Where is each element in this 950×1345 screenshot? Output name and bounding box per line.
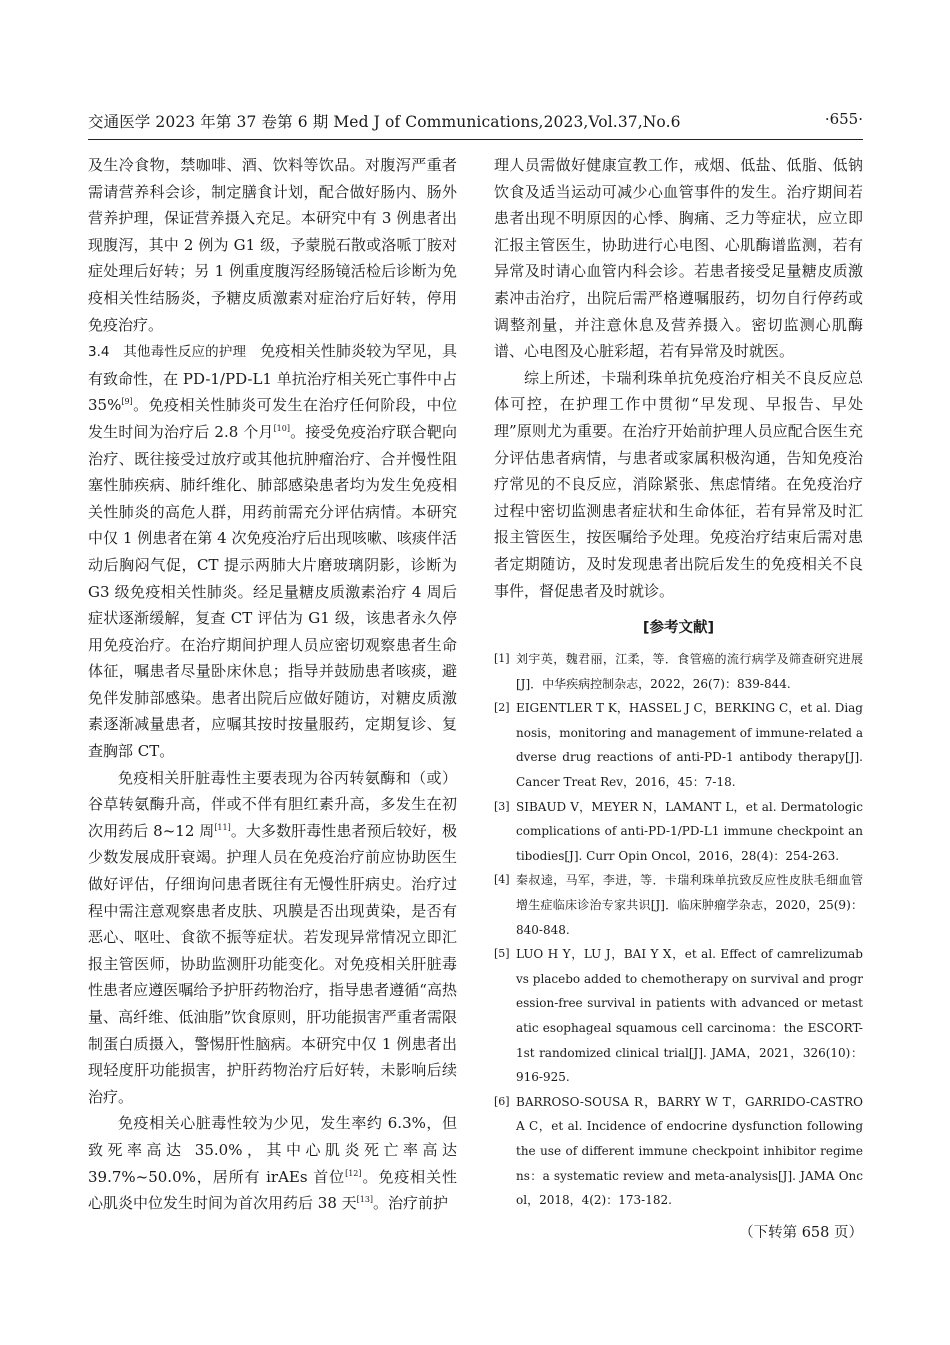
citation-ref[interactable]: [11]	[214, 822, 231, 832]
reference-item: [5] LUO H Y，LU J，BAI Y X，et al. Effect of camrelizumab vs placebo added to chemotherapy on survival and progression-free survival in patients with advanced or metastatic esophageal squamous cell carcinoma：the ESCORT-1st randomized clinical trial[J]. JAMA，2021，326(10)：916-925.	[494, 947, 863, 1085]
reference-item: [3] SIBAUD V，MEYER N，LAMANT L，et al. Dermatologic complications of anti-PD-1/PD-L1 immune checkpoint antibodies[J]. Curr Opin Oncol，2016，28(4)：254-263.	[494, 799, 863, 863]
paragraph-pneumonitis: 3.4 其他毒性反应的护理 免疫相关性肺炎较为罕见，具有致命性，在 PD-1/PD-L1 单抗治疗相关死亡事件中占 35%[9]。免疫相关性肺炎可发生在治疗任何阶段，中位发生时间为治疗后 2.8 个月[10]。接受免疫治疗联合靶向治疗、既往接受过放疗或其他抗肿瘤治疗、合并慢性阻塞性肺疾病、肺纤维化、肺部感染患者均为发生免疫相关性肺炎的高危人群，用药前需充分评估病情。本研究中仅 1 例患者在第 4 次免疫治疗后出现咳嗽、咳痰伴活动后胸闷气促，CT 提示两肺大片磨玻璃阴影，诊断为 G3 级免疫相关性肺炎。经足量糖皮质激素治疗 4 周后症状逐渐缓解，复查 CT 评估为 G1 级，该患者永久停用免疫治疗。在治疗期间护理人员应密切观察患者生命体征，嘱患者尽量卧床休息；指导并鼓励患者咳痰，避免伴发肺部感染。患者出院后应做好随访，对糖皮质激素逐渐减量患者，应嘱其按时按量服药，定期复诊、复查胸部 CT。	[88, 342, 457, 761]
page-number: ·655·	[824, 110, 863, 128]
paragraph-hepatotoxicity: 免疫相关肝脏毒性主要表现为谷丙转氨酶和（或）谷草转氨酶升高，伴或不伴有胆红素升高，多发生在初次用药后 8~12 周[11]。大多数肝毒性患者预后较好，极少数发展成肝衰竭。护理人员在免疫治疗前应协助医生做好评估，仔细询问患者既往有无慢性肝病史。治疗过程中需注意观察患者皮肤、巩膜是否出现黄染，是否有恶心、呕吐、食欲不振等症状。若发现异常情况立即汇报主管医师，协助监测肝功能变化。对免疫相关肝脏毒性患者应遵医嘱给予护肝药物治疗，指导患者遵循“高热量、高纤维、低油脂”饮食原则，肝功能损害严重者需限制蛋白质摄入，警惕肝性脑病。本研究中仅 1 例患者出现轻度肝功能损害，护肝药物治疗后好转，未影响后续治疗。	[88, 768, 457, 1106]
references-heading: [参考文献]	[642, 620, 715, 637]
journal-citation: 交通医学 2023 年第 37 卷第 6 期 Med J of Communications,2023,Vol.37,No.6	[88, 113, 681, 131]
paragraph-diarrhea-care: 及生冷食物，禁咖啡、酒、饮料等饮品。对腹泻严重者需请营养科会诊，制定膳食计划，配合做好肠内、肠外营养护理，保证营养摄入充足。本研究中有 3 例患者出现腹泻，其中 2 例为 G1 级，予蒙脱石散或洛哌丁胺对症处理后好转；另 1 例重度腹泻经肠镜活检后诊断为免疫相关性结肠炎，予糖皮质激素对症治疗后好转，停用免疫治疗。	[88, 156, 457, 334]
right-column	[494, 152, 863, 1242]
paragraph-cardiotoxicity: 免疫相关心脏毒性较为少见，发生率约 6.3%，但致死率高达 35.0%，其中心肌炎死亡率高达 39.7%~50.0%，居所有 irAEs 首位[12]。免疫相关性心肌炎中位发生时间为首次用药后 38 天[13]。治疗前护	[88, 1114, 457, 1213]
citation-ref[interactable]: [12]	[345, 1168, 362, 1178]
left-column	[88, 152, 457, 1217]
citation-ref[interactable]: [13]	[356, 1195, 374, 1205]
paragraph-cardiac-care: 理人员需做好健康宣教工作，戒烟、低盐、低脂、低钠饮食及适当运动可减少心血管事件的发生。治疗期间若患者出现不明原因的心悸、胸痛、乏力等症状，应立即汇报主管医生，协助进行心电图、心肌酶谱监测，若有异常及时请心血管内科会诊。若患者接受足量糖皮质激素冲击治疗，出院后需严格遵嘱服药，切勿自行停药或调整剂量，并注意休息及营养摄入。密切监测心肌酶谱、心电图及心脏彩超，若有异常及时就医。	[494, 156, 863, 361]
citation-ref[interactable]: [9]	[121, 397, 133, 407]
section-heading-3-4: 3.4 其他毒性反应的护理	[88, 344, 247, 361]
reference-item: [1] 刘宇英，魏君丽，江柔，等．食管癌的流行病学及筛查研究进展[J]．中华疾病控制杂志，2022，26(7)：839-844.	[494, 652, 863, 691]
reference-item: [4] 秦叔逵，马军，李进，等．卡瑞利珠单抗致反应性皮肤毛细血管增生症临床诊治专家共识[J]．临床肿瘤学杂志，2020，25(9)：840-848.	[494, 873, 863, 937]
reference-item: [2] EIGENTLER T K，HASSEL J C，BERKING C，et al. Diagnosis，monitoring and management of immune-related adverse drug reactions of anti-PD-1 antibody therapy[J]. Cancer Treat Rev，2016，45：7-18.	[494, 701, 863, 790]
paragraph-conclusion: 综上所述，卡瑞利珠单抗免疫治疗相关不良反应总体可控，在护理工作中贯彻“早发现、早报告、早处理”原则尤为重要。在治疗开始前护理人员应配合医生充分评估患者病情，与患者或家属积极沟通，告知免疫治疗常见的不良反应，消除紧张、焦虑情绪。在免疫治疗过程中密切监测患者症状和生命体征，若有异常及时汇报主管医生，按医嘱给予处理。免疫治疗结束后需对患者定期随访，及时发现患者出院后发生的免疫相关不良事件，督促患者及时就诊。	[494, 368, 863, 600]
continued-note: （下转第 658 页）	[739, 1224, 863, 1241]
page-header	[88, 110, 863, 136]
reference-item: [6] BARROSO-SOUSA R，BARRY W T，GARRIDO-CASTRO A C，et al. Incidence of endocrine dysfunction following the use of different immune checkpoint inhibitor regimens：a systematic review and meta-analysis[J]. JAMA Oncol，2018，4(2)：173-182.	[494, 1094, 863, 1208]
header-rule	[88, 139, 863, 140]
citation-ref[interactable]: [10]	[273, 423, 290, 433]
reference-list	[494, 647, 863, 1213]
